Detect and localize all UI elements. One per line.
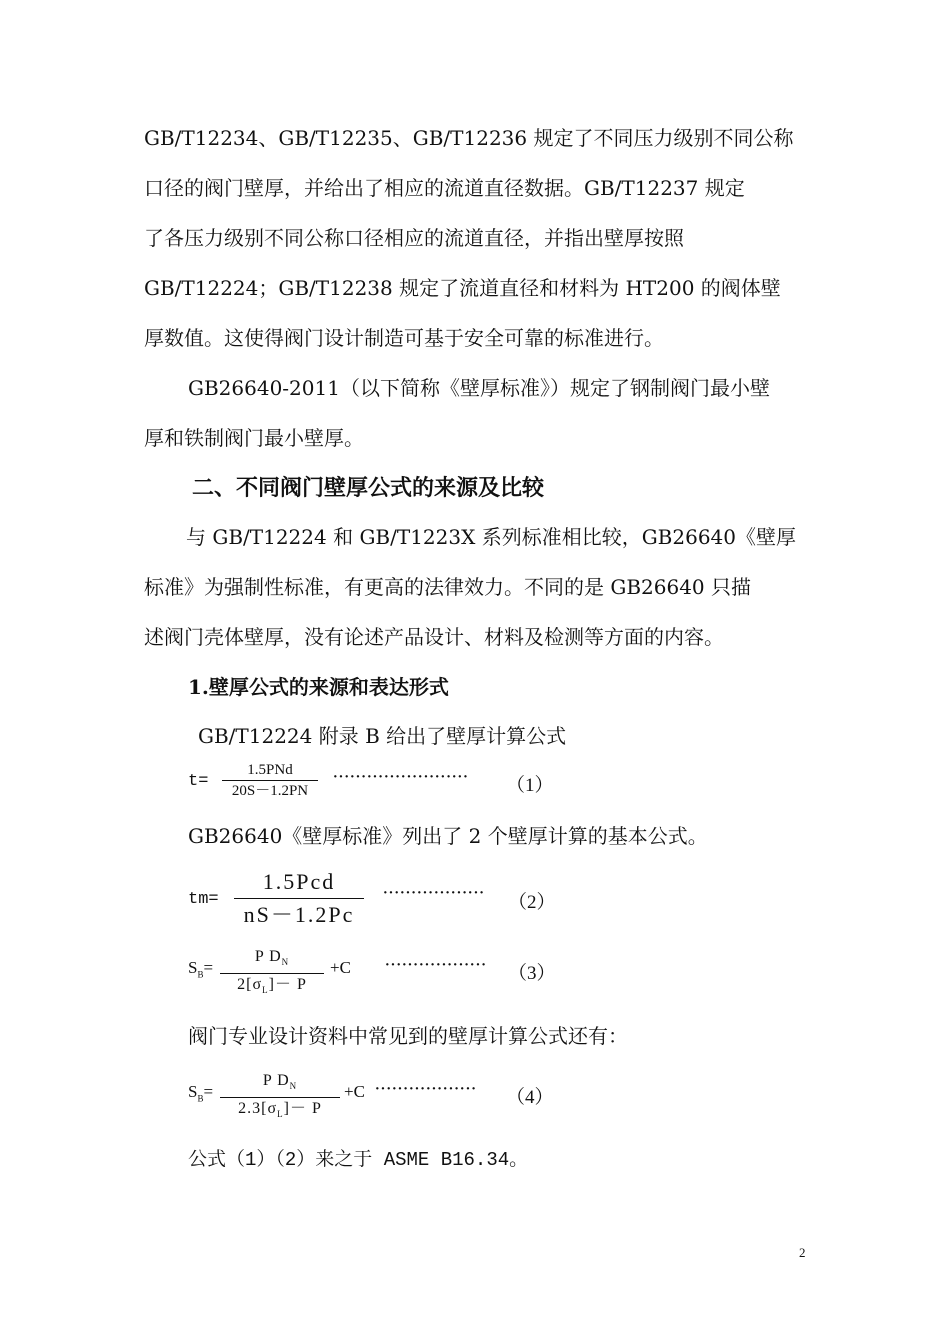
paragraph1-line-1: GB/T12234、GB/T12235、GB/T12236 规定了不同压力级别不同公称	[144, 126, 794, 150]
formula-3-denominator	[220, 974, 324, 1001]
formula-2-fraction	[234, 866, 364, 931]
formula-3-num-main: P D	[254, 948, 282, 965]
formula-3-numerator	[220, 946, 324, 974]
formula-1-leader-dots: ························	[332, 766, 468, 788]
page-number: 2	[799, 1245, 806, 1260]
formula-3-den-main: 2[σ	[237, 976, 263, 994]
formula-1-fraction	[222, 760, 318, 801]
formula-4-den-tail: ]－ P	[283, 1100, 322, 1118]
formula-4-plus-c: +C	[344, 1082, 365, 1101]
section-heading: 二、不同阀门壁厚公式的来源及比较	[192, 475, 545, 501]
formula-3-lhs	[188, 958, 213, 979]
formula-2-lhs: tm=	[188, 890, 219, 909]
formula-4-lhs	[188, 1082, 213, 1103]
intro-common-formulas: 阀门专业设计资料中常见到的壁厚计算公式还有：	[188, 1024, 628, 1048]
formula-4-num-main: P D	[262, 1072, 290, 1089]
formula-4-fraction	[220, 1070, 340, 1125]
formula-3-number: （3）	[508, 963, 556, 984]
formula-1-numerator: 1.5PNd	[222, 760, 318, 781]
paragraph2-line-2: 厚和铁制阀门最小壁厚。	[144, 426, 364, 450]
formula-4-lhs-sub: B	[197, 1093, 204, 1104]
paragraph3-line-2: 标准》为强制性标准，有更高的法律效力。不同的是 GB26640 只描	[144, 575, 752, 599]
formula-4-leader-dots: ··················	[374, 1078, 476, 1100]
formula-2-leader-dots: ··················	[382, 882, 484, 904]
formula-1-denominator: 20S－1.2PN	[231, 783, 309, 799]
formula-4-den-main: 2.3[σ	[238, 1100, 278, 1118]
paragraph1-line-2: 口径的阀门壁厚，并给出了相应的流道直径数据。GB/T12237 规定	[144, 176, 745, 200]
formula-4-lhs-eq: =	[203, 1082, 214, 1101]
formula-4-num-sub: N	[289, 1081, 298, 1092]
formula-1-lhs: t=	[188, 772, 209, 791]
intro-gb26640: GB26640《壁厚标准》列出了 2 个壁厚计算的基本公式。	[188, 824, 708, 848]
subsection-heading: 1.壁厚公式的来源和表达形式	[188, 675, 449, 699]
paragraph3-line-1: 与 GB/T12224 和 GB/T1223X 系列标准相比较，GB26640《壁厚	[186, 525, 796, 549]
formula-3-den-sub: L	[262, 985, 269, 996]
formula-1-number: （1）	[506, 775, 554, 796]
formula-3-lhs-eq: =	[203, 958, 214, 977]
formula-4-number: （4）	[506, 1087, 554, 1108]
paragraph1-line-5: 厚数值。这使得阀门设计制造可基于安全可靠的标准进行。	[144, 326, 664, 350]
paragraph3-line-3: 述阀门壳体壁厚，没有论述产品设计、材料及检测等方面的内容。	[144, 625, 724, 649]
formula-3-leader-dots: ··················	[384, 954, 486, 976]
formula-4-den-sub: L	[277, 1109, 284, 1120]
formula-2-denominator: nS－1.2Pc	[243, 902, 355, 927]
intro-appendix-b: GB/T12224 附录 B 给出了壁厚计算公式	[198, 724, 567, 748]
formula-4-denominator	[220, 1098, 340, 1125]
formula-3-den-tail: ]－ P	[268, 976, 307, 994]
paragraph1-line-3: 了各压力级别不同公称口径相应的流道直径，并指出壁厚按照	[144, 226, 684, 250]
formula-4-lhs-s: S	[188, 1082, 198, 1101]
formula-3-num-sub: N	[281, 957, 290, 968]
formula-3-fraction	[220, 946, 324, 1001]
paragraph1-line-4: GB/T12224；GB/T12238 规定了流道直径和材料为 HT200 的阀体壁	[144, 276, 781, 300]
closing-sentence: 公式（1）（2）来之于 ASME B16.34。	[188, 1149, 529, 1171]
formula-3-lhs-sub: B	[197, 969, 204, 980]
formula-2-numerator: 1.5Pcd	[234, 866, 364, 899]
formula-4-numerator	[220, 1070, 340, 1098]
formula-3-lhs-s: S	[188, 958, 198, 977]
formula-3-plus-c: +C	[330, 958, 351, 977]
paragraph2-line-1: GB26640-2011（以下简称《壁厚标准》）规定了钢制阀门最小壁	[188, 376, 770, 400]
formula-2-number: （2）	[508, 892, 556, 913]
